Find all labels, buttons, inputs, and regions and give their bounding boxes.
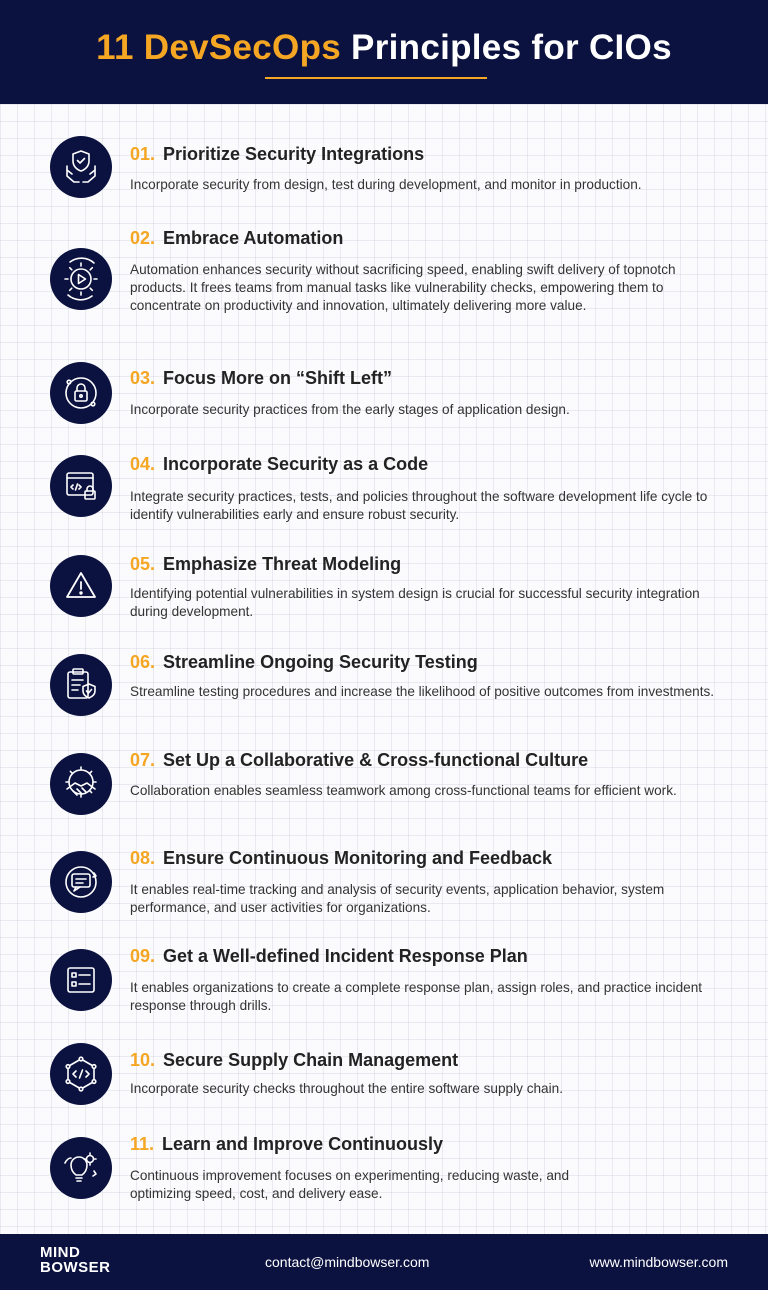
code-network-icon bbox=[50, 1043, 112, 1105]
clipboard-shield-icon bbox=[50, 654, 112, 716]
padlock-icon bbox=[50, 362, 112, 424]
title-underline bbox=[265, 77, 487, 79]
principle-title bbox=[130, 1134, 443, 1155]
principle-description: Automation enhances security without sacrificing speed, enabling swift delivery of topnotch products. It frees teams from manual tasks like vulnerability checks, empowering them to concentrate on productivity and innovation, ultimately delivering more value. bbox=[130, 262, 676, 313]
checklist-icon bbox=[50, 949, 112, 1011]
page-title-accent: 11 DevSecOps bbox=[96, 28, 342, 67]
principle-title bbox=[130, 750, 588, 771]
principle-title-text: Secure Supply Chain Management bbox=[163, 1050, 459, 1070]
principle-number: 06. bbox=[130, 652, 156, 672]
principle-title-text: Get a Well-defined Incident Response Plan bbox=[163, 946, 528, 966]
principle-title-text: Embrace Automation bbox=[163, 228, 344, 248]
code-window-lock-icon bbox=[50, 455, 112, 517]
chat-cycle-icon bbox=[50, 851, 112, 913]
principle-title bbox=[130, 1050, 458, 1071]
principle-description: It enables real-time tracking and analysis of security events, application behavior, system performance, and user activities for organizations. bbox=[130, 882, 665, 915]
principle-number: 11. bbox=[130, 1134, 155, 1154]
principle-title bbox=[130, 368, 392, 389]
handshake-gear-icon bbox=[50, 753, 112, 815]
footer-bar bbox=[0, 1234, 768, 1290]
principle-number: 01. bbox=[130, 144, 156, 164]
principle-description: Collaboration enables seamless teamwork among cross-functional teams for efficient work. bbox=[130, 783, 677, 798]
principle-number: 09. bbox=[130, 946, 156, 966]
principle-number: 04. bbox=[130, 454, 156, 474]
logo-line-top: MIND bbox=[40, 1244, 81, 1261]
principle-title-text: Ensure Continuous Monitoring and Feedback bbox=[163, 848, 553, 868]
principle-description: Continuous improvement focuses on experimenting, reducing waste, and optimizing speed, cost, and delivery ease. bbox=[130, 1168, 570, 1201]
logo-line-bottom: BOWSER bbox=[40, 1259, 111, 1276]
principle-title bbox=[130, 554, 401, 575]
principle-description: Identifying potential vulnerabilities in system design is crucial for successful security integration during development. bbox=[130, 586, 700, 619]
principle-description: Streamline testing procedures and increase the likelihood of positive outcomes from investments. bbox=[130, 684, 715, 699]
principle-title bbox=[130, 454, 428, 475]
mindbowser-logo bbox=[40, 1245, 111, 1275]
principle-title bbox=[130, 228, 343, 249]
principle-title-text: Incorporate Security as a Code bbox=[163, 454, 429, 474]
principle-number: 08. bbox=[130, 848, 156, 868]
principle-description: Incorporate security checks throughout the entire software supply chain. bbox=[130, 1081, 563, 1096]
principle-number: 03. bbox=[130, 368, 156, 388]
warning-icon bbox=[50, 555, 112, 617]
page-title-rest: Principles for CIOs bbox=[351, 28, 672, 67]
principle-title bbox=[130, 848, 552, 869]
website-link[interactable]: www.mindbowser.com bbox=[589, 1254, 728, 1270]
lightbulb-gear-icon bbox=[50, 1137, 112, 1199]
principle-title-text: Emphasize Threat Modeling bbox=[163, 554, 402, 574]
principle-description: Integrate security practices, tests, and policies throughout the software development life cycle to identify vulnerabilities early and ensure robust security. bbox=[130, 489, 708, 522]
principle-number: 10. bbox=[130, 1050, 156, 1070]
principle-title-text: Focus More on “Shift Left” bbox=[163, 368, 393, 388]
principle-description: Incorporate security from design, test during development, and monitor in production. bbox=[130, 177, 642, 192]
principle-number: 05. bbox=[130, 554, 156, 574]
principle-title-text: Set Up a Collaborative & Cross-functional Culture bbox=[163, 750, 589, 770]
gear-play-icon bbox=[50, 248, 112, 310]
principle-number: 07. bbox=[130, 750, 156, 770]
contact-email-link[interactable]: contact@mindbowser.com bbox=[265, 1254, 430, 1270]
principle-title-text: Prioritize Security Integrations bbox=[163, 144, 425, 164]
shield-hand-icon bbox=[50, 136, 112, 198]
principle-description: Incorporate security practices from the early stages of application design. bbox=[130, 402, 570, 417]
principle-title bbox=[130, 946, 528, 967]
principle-title-text: Streamline Ongoing Security Testing bbox=[163, 652, 478, 672]
principle-title-text: Learn and Improve Continuously bbox=[162, 1134, 444, 1154]
page-title bbox=[0, 28, 768, 68]
header-banner bbox=[0, 0, 768, 104]
principle-title bbox=[130, 144, 424, 165]
principle-title bbox=[130, 652, 478, 673]
principle-number: 02. bbox=[130, 228, 156, 248]
principle-description: It enables organizations to create a complete response plan, assign roles, and practice incident response through drills. bbox=[130, 980, 703, 1013]
